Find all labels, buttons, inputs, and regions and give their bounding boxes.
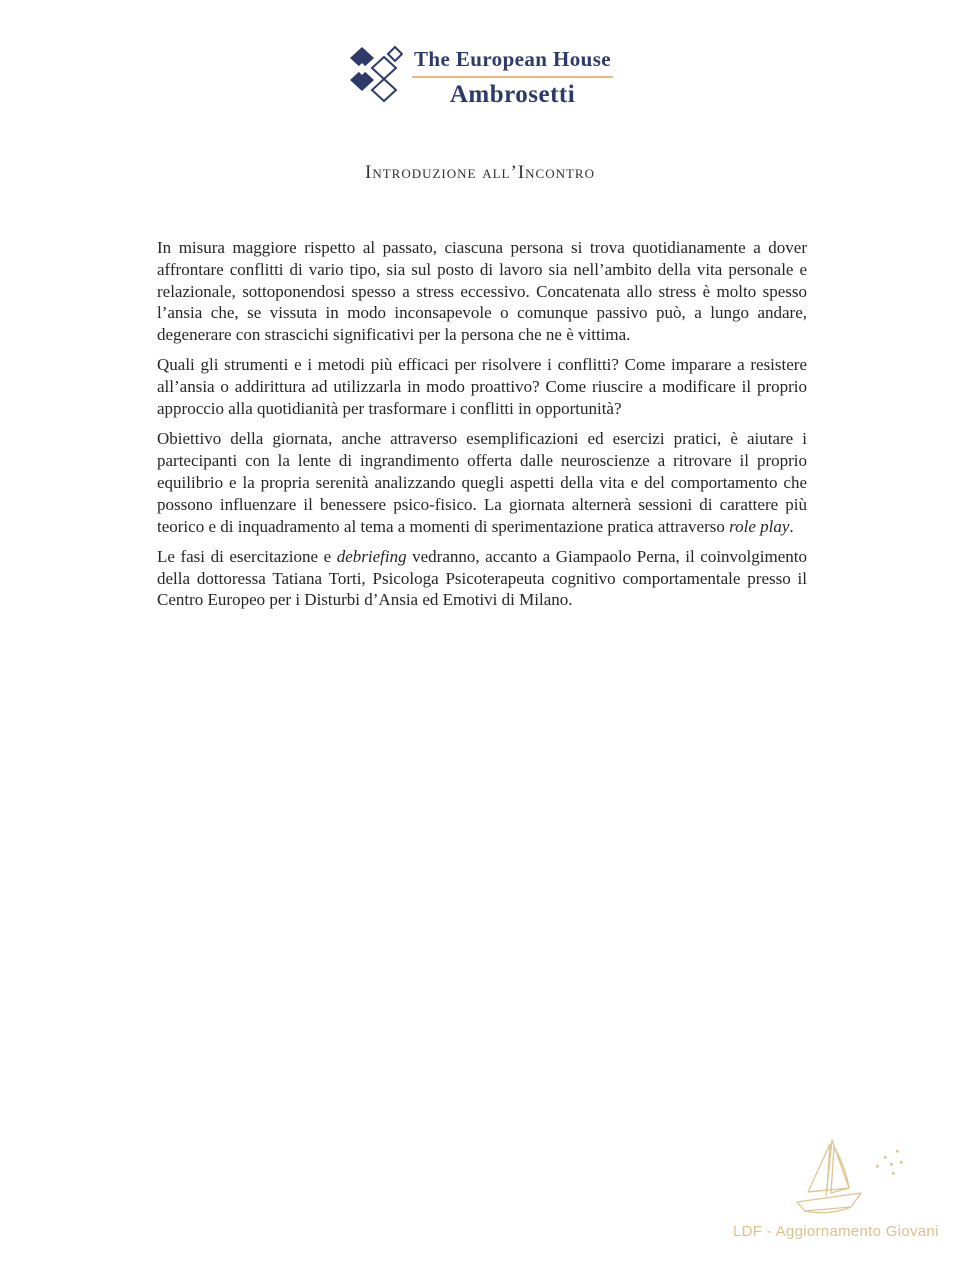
paragraph-1: In misura maggiore rispetto al passato, ciascuna persona si trova quotidianamente a dover affrontare conflitti di vario tipo, sia sul posto di lavoro sia nell’ambito della vita personale e relazionale, sottoponendosi spesso a stress eccessivo. Concatenata allo stress è molto spesso l’ansia che, se vissuta in modo inconsapevole o comunque passivo può, a lungo andare, degenerare con strascichi significativi per la persona che ne è vittima.: [157, 238, 807, 345]
watermark: [733, 1136, 939, 1240]
logo-text: [412, 45, 613, 109]
paragraph-4: Le fasi di esercitazione e debriefing vedranno, accanto a Giampaolo Perna, il coinvolgimento della dottoressa Tatiana Torti, Psicologa Psicoterapeuta cognitivo comportamentale presso il Centro Europeo per i Disturbi d’Ansia ed Emotivi di Milano.: [157, 546, 807, 610]
watermark-label: LDF - Aggiornamento Giovani: [733, 1223, 939, 1240]
sailboat-icon: [785, 1136, 917, 1220]
ambrosetti-diamonds-icon: [347, 45, 403, 105]
logo-text-line2: Ambrosetti: [449, 81, 576, 108]
watermark-dots: [876, 1150, 903, 1175]
document-body: [157, 237, 807, 620]
paragraph-3: Obiettivo della giornata, anche attraverso esemplificazioni ed esercizi pratici, è aiutare i partecipanti con la lente di ingrandimento offerta dalle neuroscienze a ritrovare il proprio equilibrio e la propria serenità analizzando quegli aspetti della vita e del comportamento che possono influenzare il benessere psico-fisico. La giornata alternerà sessioni di carattere più teorico e di inquadramento al tema a momenti di sperimentazione pratica attraverso role play.: [157, 429, 807, 536]
company-logo: [347, 45, 613, 109]
paragraph-2: Quali gli strumenti e i metodi più efficaci per risolvere i conflitti? Come imparare a resistere all’ansia o addirittura ad utilizzarla in modo proattivo? Come riuscire a modificare il proprio approccio alla quotidianità per trasformare i conflitti in opportunità?: [157, 355, 807, 419]
page-title: Introduzione all’Incontro: [365, 162, 595, 183]
logo-text-line1: The European House: [412, 47, 613, 78]
